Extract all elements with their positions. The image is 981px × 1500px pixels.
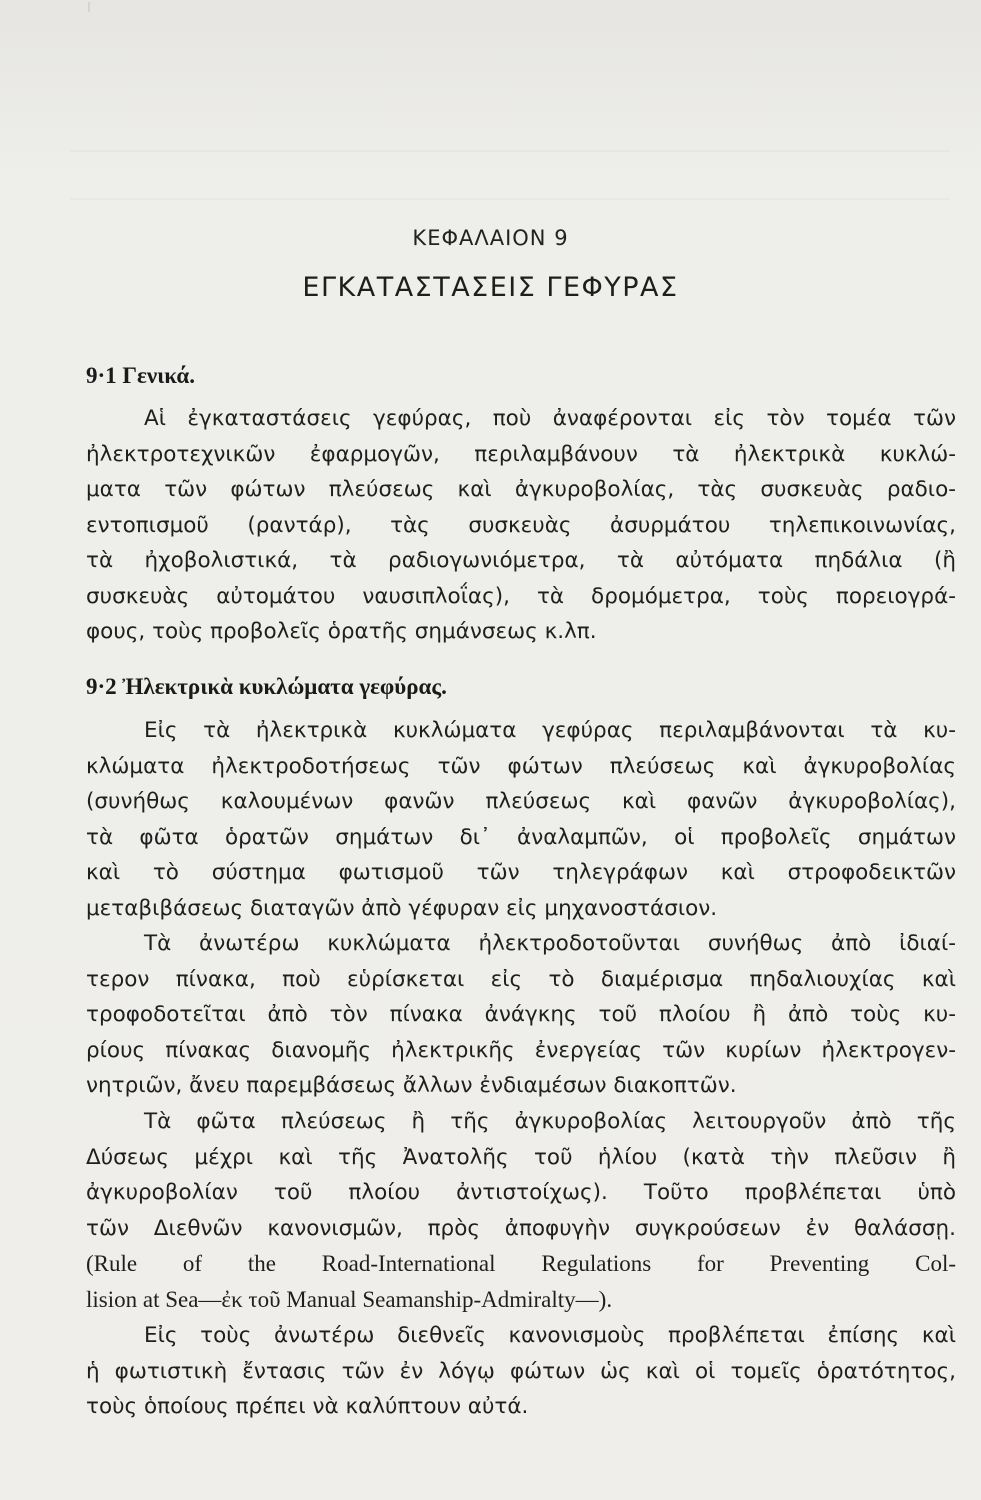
text-line: (συνήθως καλουμένων φανῶν πλεύσεως καὶ φανῶν ἀγκυροβολίας), <box>86 789 956 814</box>
text-line: τὰ φῶτα ὁρατῶν σημάτων δι᾽ ἀναλαμπῶν, οἱ προβολεῖς σημάτων <box>86 824 956 850</box>
text-line: φους, τοὺς προβολεῖς ὁρατῆς σημάνσεως κ.λπ. <box>86 619 597 644</box>
paragraph-intensity <box>86 1318 956 1425</box>
text-line: ἀγκυροβολίαν τοῦ πλοίου ἀντιστοίχως). Τοῦτο προβλέπεται ὑπὸ <box>86 1180 956 1205</box>
text-line: τροφοδοτεῖται ἀπὸ τὸν πίνακα ἀνάγκης τοῦ πλοίου ἢ ἀπὸ τοὺς κυ- <box>86 1002 956 1027</box>
text-line: τῶν Διεθνῶν κανονισμῶν, πρὸς ἀποφυγὴν συγκρούσεων ἐν θαλάσσῃ. <box>86 1215 956 1241</box>
text-line: Εἰς τοὺς ἀνωτέρω διεθνεῖς κανονισμοὺς προβλέπεται ἐπίσης καὶ <box>144 1323 956 1348</box>
chapter-title: ΕΓΚΑΤΑΣΤΑΣΕΙΣ ΓΕΦΥΡΑΣ <box>302 272 679 303</box>
text-line: ρίους πίνακας διανομῆς ἠλεκτρικῆς ἐνεργείας τῶν κυρίων ἠλεκτρογεν- <box>86 1037 956 1063</box>
text-line: καὶ τὸ σύστημα φωτισμοῦ τῶν τηλεγράφων καὶ στροφοδεικτῶν <box>86 860 956 885</box>
text-line: (Rule of the Road-International Regulations for Preventing Col- <box>86 1251 956 1276</box>
text-line: μεταβιβάσεως διαταγῶν ἀπὸ γέφυραν εἰς μηχανοστάσιον. <box>86 895 718 921</box>
text-line: ἡ φωτιστικὴ ἔντασις τῶν ἐν λόγῳ φώτων ὡς καὶ οἱ τομεῖς ὁρατότητος, <box>86 1358 956 1384</box>
paragraph-general <box>86 401 956 650</box>
chapter-label: ΚΕΦΑΛΑΙΟΝ 9 <box>412 226 569 250</box>
text-line: Τὰ φῶτα πλεύσεως ἢ τῆς ἀγκυροβολίας λειτουργοῦν ἀπὸ τῆς <box>144 1109 956 1134</box>
paragraph-power-supply <box>86 926 956 1104</box>
section-heading-9-1: 9·1 Γενικά. <box>86 363 195 388</box>
page-edge-mark <box>88 2 90 12</box>
text-line: κλώματα ἠλεκτροδοτήσεως τῶν φώτων πλεύσεως καὶ ἀγκυροβολίας <box>86 753 956 779</box>
text-line: τερον πίνακα, ποὺ εὑρίσκεται εἰς τὸ διαμέρισμα πηδαλιουχίας καὶ <box>86 966 956 992</box>
bleed-through-line <box>70 198 950 200</box>
text-line: εντοπισμοῦ (ραντάρ), τὰς συσκευὰς ἀσυρμάτου τηλεπικοινωνίας, <box>86 512 956 538</box>
bleed-through-line <box>70 150 950 152</box>
text-line: Αἱ ἐγκαταστάσεις γεφύρας, ποὺ ἀναφέρονται εἰς τὸν τομέα τῶν <box>144 406 956 431</box>
text-line: τὰ ἠχοβολιστικά, τὰ ραδιογωνιόμετρα, τὰ αὐτόματα πηδάλια (ἢ <box>86 548 956 573</box>
text-line: νητριῶν, ἄνευ παρεμβάσεως ἄλλων ἐνδιαμέσων διακοπτῶν. <box>86 1073 737 1098</box>
paragraph-circuits-intro <box>86 713 956 926</box>
section-heading-9-2: 9·2 Ἠλεκτρικὰ κυκλώματα γεφύρας. <box>86 674 447 699</box>
text-line: συσκευὰς αὐτομάτου ναυσιπλοΐας), τὰ δρομόμετρα, τοὺς πορειογρά- <box>86 583 956 609</box>
text-line: lision at Sea—ἐκ τοῦ Manual Seamanship-Admiralty—). <box>86 1286 613 1312</box>
text-line: Τὰ ἀνωτέρω κυκλώματα ἠλεκτροδοτοῦνται συνήθως ἀπὸ ἰδιαί- <box>144 931 956 956</box>
text-line: Εἰς τὰ ἠλεκτρικὰ κυκλώματα γεφύρας περιλαμβάνονται τὰ κυ- <box>144 718 956 743</box>
paragraph-navigation-lights <box>86 1104 956 1317</box>
text-line: ἠλεκτροτεχνικῶν ἐφαρμογῶν, περιλαμβάνουν τὰ ἠλεκτρικὰ κυκλώ- <box>86 441 956 467</box>
text-line: ματα τῶν φώτων πλεύσεως καὶ ἀγκυροβολίας, τὰς συσκευὰς ραδιο- <box>86 477 956 502</box>
text-line: Δύσεως μέχρι καὶ τῆς Ἀνατολῆς τοῦ ἡλίου (κατὰ τὴν πλεῦσιν ἢ <box>86 1144 956 1170</box>
text-line: τοὺς ὁποίους πρέπει νὰ καλύπτουν αὐτά. <box>86 1394 529 1419</box>
